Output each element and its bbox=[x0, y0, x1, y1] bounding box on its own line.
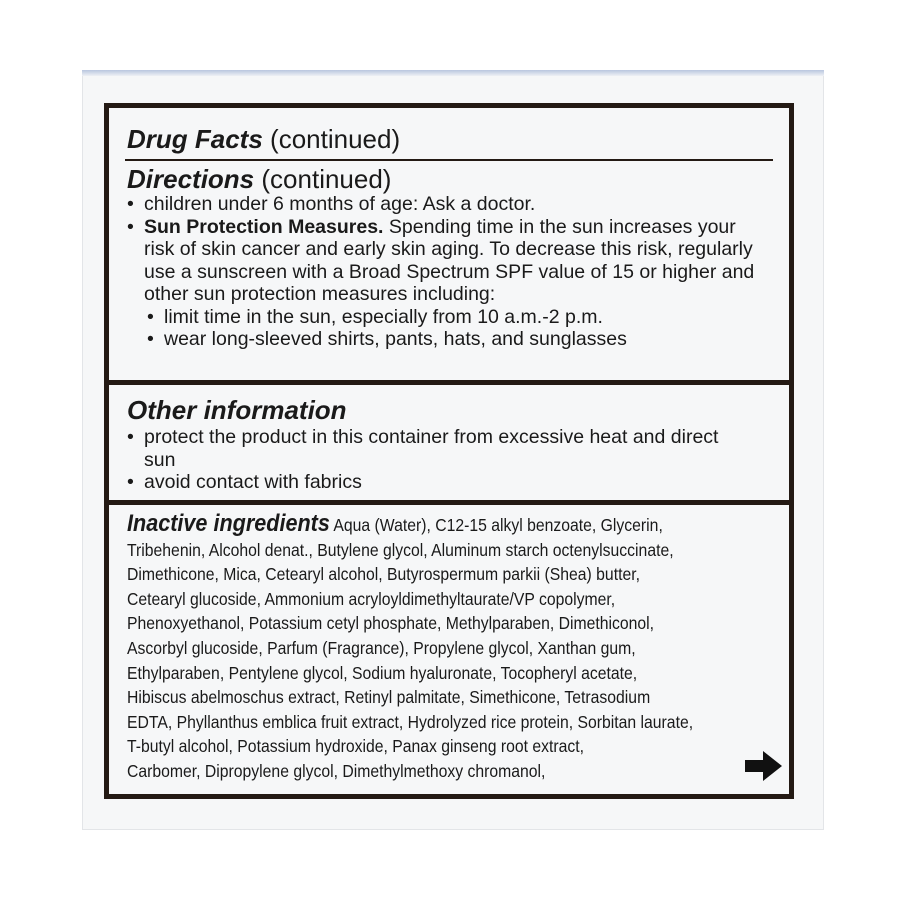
bullet-dot: • bbox=[147, 305, 154, 328]
list-item bbox=[127, 471, 727, 494]
drug-facts-header bbox=[127, 124, 400, 154]
list-item bbox=[127, 306, 767, 329]
ingredients-line: Hibiscus abelmoschus extract, Retinyl palmitate, Simethicone, Tetrasodium bbox=[127, 687, 651, 708]
directions-body bbox=[127, 193, 767, 351]
drug-facts-title: Drug Facts bbox=[127, 124, 263, 154]
inactive-ingredients-title: Inactive ingredients bbox=[127, 510, 330, 537]
sun-protection-text: Spending time in the sun increases your risk of skin cancer and early skin aging. To decrease this risk, regularly use a sunscreen with a Broad Spectrum SPF value of 15 or higher and other sun protection measures including: bbox=[144, 215, 755, 305]
ingredients-line: Cetearyl glucoside, Ammonium acryloyldimethyltaurate/VP copolymer, bbox=[127, 588, 616, 609]
ingredients-line: Phenoxyethanol, Potassium cetyl phosphate, Methylparaben, Dimethiconol, bbox=[127, 613, 655, 634]
section-divider bbox=[109, 380, 789, 385]
list-item bbox=[127, 328, 767, 351]
ingredients-line: Dimethicone, Mica, Cetearyl alcohol, Butyrospermum parkii (Shea) butter, bbox=[127, 564, 640, 585]
other-information-heading bbox=[127, 395, 347, 425]
ingredients-line-text: Aqua (Water), C12-15 alkyl benzoate, Glycerin, bbox=[333, 515, 663, 535]
other-bullet-text: protect the product in this container from excessive heat and direct sun bbox=[144, 426, 719, 471]
bullet-dot: • bbox=[127, 426, 134, 448]
ingredients-line: Ascorbyl glucoside, Parfum (Fragrance), Propylene glycol, Xanthan gum, bbox=[127, 637, 636, 658]
other-bullet-text: avoid contact with fabrics bbox=[144, 471, 362, 493]
ingredients-line bbox=[127, 512, 721, 538]
bullet-dot: • bbox=[147, 328, 154, 350]
drug-facts-panel bbox=[104, 103, 794, 799]
other-information-title: Other information bbox=[127, 395, 347, 425]
arrow-right-icon bbox=[745, 751, 783, 781]
ingredients-line: Ethylparaben, Pentylene glycol, Sodium hyaluronate, Tocopheryl acetate, bbox=[127, 662, 638, 683]
directions-continued: (continued) bbox=[261, 164, 392, 194]
other-information-body bbox=[127, 426, 727, 494]
ingredients-line: EDTA, Phyllanthus emblica fruit extract, Hydrolyzed rice protein, Sorbitan laurate, bbox=[127, 711, 694, 732]
list-item bbox=[127, 193, 767, 216]
directions-heading bbox=[127, 164, 391, 194]
bullet-dot: • bbox=[127, 471, 134, 493]
section-divider bbox=[109, 500, 789, 505]
ingredients-line: Tribehenin, Alcohol denat., Butylene glycol, Aluminum starch octenylsuccinate, bbox=[127, 539, 674, 560]
sub-bullet-text: limit time in the sun, especially from 10 a.m.-2 p.m. bbox=[164, 305, 603, 328]
ingredients-line: Carbomer, Dipropylene glycol, Dimethylmethoxy chromanol, bbox=[127, 760, 546, 781]
list-item bbox=[127, 426, 727, 471]
sub-bullet-text: wear long-sleeved shirts, pants, hats, and sunglasses bbox=[164, 328, 627, 350]
drug-facts-continued: (continued) bbox=[270, 124, 401, 154]
header-rule bbox=[125, 159, 773, 161]
inactive-ingredients-body bbox=[127, 512, 721, 784]
package-top-edge bbox=[82, 70, 824, 76]
ingredients-line: T-butyl alcohol, Potassium hydroxide, Panax ginseng root extract, bbox=[127, 736, 584, 757]
bullet-dot: • bbox=[127, 193, 134, 215]
bullet-dot: • bbox=[127, 215, 134, 238]
directions-title: Directions bbox=[127, 164, 255, 194]
directions-bullet-text: children under 6 months of age: Ask a doctor. bbox=[144, 193, 536, 215]
sun-protection-label: Sun Protection Measures. bbox=[144, 215, 384, 238]
list-item bbox=[127, 216, 767, 306]
